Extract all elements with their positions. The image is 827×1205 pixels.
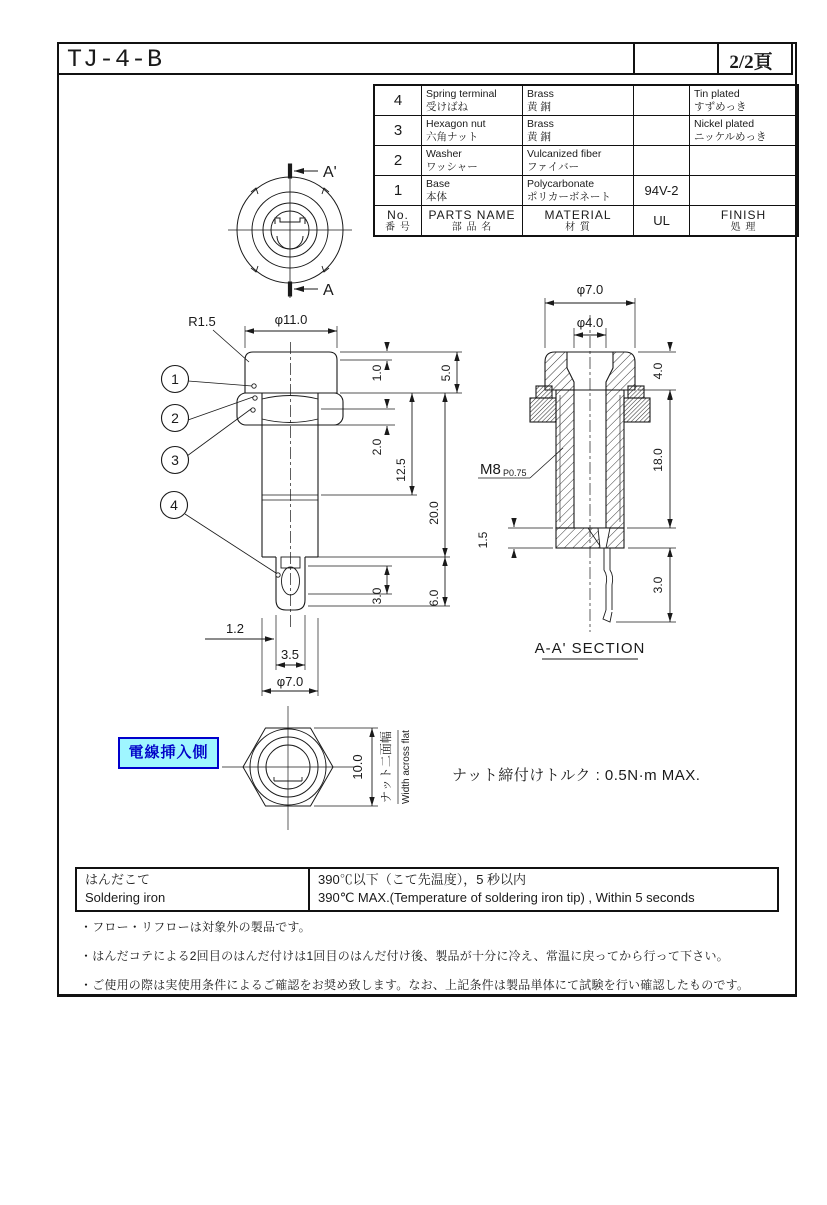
- tube-wall-right: [606, 390, 624, 528]
- dim-6-0: 6.0: [427, 589, 441, 607]
- note-line: ・ご使用の際は実使用条件によるご確認をお奨め致します。なお、上記条件は製品単体にて試験を行い確認したものです。: [80, 978, 750, 992]
- section-arrow-tick: [288, 164, 291, 178]
- finish-jp: ニッケルめっき: [694, 130, 767, 143]
- material-jp: ポリカーボネート: [527, 190, 611, 203]
- part-number: TJ-4-B: [67, 45, 164, 74]
- section-arrow-tick: [288, 282, 291, 296]
- torque-note: ナット締付けトルク : 0.5N·m MAX.: [452, 767, 701, 784]
- dim-1-0: 1.0: [370, 364, 384, 382]
- across-flats-jp: ナット二面幅: [379, 731, 393, 803]
- finish-en: Nickel plated: [694, 118, 755, 131]
- dim-1-5: 1.5: [476, 531, 490, 549]
- part-no: 4: [374, 85, 422, 116]
- table-row: [374, 146, 798, 176]
- soldering-cond-jp: 390℃以下（こて先温度），5 秒以内: [318, 872, 527, 887]
- tube-wall-left: [556, 390, 574, 528]
- dim-12-5: 12.5: [394, 458, 408, 482]
- header-material-en: MATERIAL: [544, 207, 612, 222]
- dim-r1-5: R1.5: [188, 314, 216, 329]
- dim-3-5: 3.5: [280, 647, 300, 662]
- part-name-jp: 本体: [426, 190, 447, 203]
- header-no-en: No.: [387, 207, 409, 222]
- table-row: [374, 116, 798, 146]
- material-en: Polycarbonate: [527, 178, 595, 191]
- part-name-en: Washer: [426, 148, 462, 161]
- note-line: ・フロー・リフローは対象外の製品です。: [80, 920, 311, 934]
- dim-dia4: φ4.0: [576, 315, 604, 330]
- table-row: [374, 85, 798, 116]
- material-en: Brass: [527, 88, 554, 101]
- balloon-1: 1: [171, 371, 179, 387]
- dim-3-0: 3.0: [370, 587, 384, 605]
- header-material-jp: 材 質: [565, 221, 591, 233]
- part-no: 2: [374, 146, 422, 176]
- section-view-drawing: [460, 270, 705, 680]
- part-name-en: Base: [426, 178, 450, 191]
- dim-3-0: 3.0: [651, 576, 665, 594]
- soldering-cond-en: 390℃ MAX.(Temperature of soldering iron tip) , Within 5 seconds: [318, 890, 695, 906]
- part-name-en: Hexagon nut: [426, 118, 486, 131]
- dim-dia7: φ7.0: [576, 282, 604, 297]
- material-jp: 黄 銅: [527, 130, 551, 143]
- table-row: [374, 176, 798, 206]
- terminal-pin: [603, 548, 613, 622]
- thread-pitch: P0.75: [503, 468, 527, 478]
- balloon-4: 4: [170, 497, 178, 513]
- material-jp: ファイバー: [527, 160, 580, 173]
- ul-rating: 94V-2: [634, 176, 690, 206]
- dim-20-0: 20.0: [427, 501, 441, 525]
- title-divider: [633, 44, 635, 73]
- header-name-en: PARTS NAME: [428, 207, 516, 222]
- bottom-view-drawing: [110, 698, 420, 850]
- header-ul: UL: [634, 206, 690, 237]
- washer-section: [536, 386, 552, 398]
- nut-section: [624, 398, 650, 422]
- section-label-a-prime: A': [323, 164, 337, 181]
- part-name-jp: 六角ナット: [426, 130, 479, 143]
- parts-table: [373, 84, 799, 237]
- dim-1-2: 1.2: [225, 621, 245, 636]
- balloon-leaders: [161, 366, 277, 574]
- note-line: ・はんだコテによる2回目のはんだ付けは1回目のはんだ付け後、製品が十分に冷え、常温に戻ってから行って下さい。: [80, 949, 729, 963]
- dim-5-0: 5.0: [439, 364, 453, 382]
- finish-jp: すずめっき: [694, 100, 747, 113]
- soldering-name-en: Soldering iron: [85, 890, 166, 906]
- cap-outline: [245, 352, 337, 393]
- dim-10-0: 10.0: [350, 754, 365, 780]
- part-no: 3: [374, 116, 422, 146]
- part-name-jp: ワッシャー: [426, 160, 478, 173]
- dim-18-0: 18.0: [651, 448, 665, 472]
- leader-dots: [251, 384, 280, 577]
- page-number: 2/2頁: [729, 52, 773, 73]
- header-finish-en: FINISH: [720, 207, 767, 222]
- soldering-table: [75, 867, 779, 912]
- part-name-jp: 受けばね: [426, 100, 468, 113]
- balloon-2: 2: [171, 410, 179, 426]
- material-en: Vulcanized fiber: [527, 148, 602, 161]
- dim-dia11: φ11.0: [274, 312, 308, 327]
- ul-rating: [634, 85, 690, 116]
- ul-rating: [634, 146, 690, 176]
- section-label-a: A: [323, 282, 334, 299]
- material-en: Brass: [527, 118, 554, 131]
- nut-section: [530, 398, 556, 422]
- finish-en: Tin plated: [694, 88, 740, 101]
- part-name-en: Spring terminal: [426, 88, 497, 101]
- washer-section: [628, 386, 644, 398]
- soldering-name-jp: はんだこて: [85, 872, 151, 887]
- header-no-jp: 番 号: [385, 221, 411, 233]
- part-no: 1: [374, 176, 422, 206]
- ul-rating: [634, 116, 690, 146]
- dimension-lines: [205, 330, 457, 691]
- thread-callout: M8: [480, 461, 501, 478]
- header-finish-jp: 処 理: [730, 221, 757, 233]
- top-view-drawing: [220, 138, 385, 313]
- dim-4-0: 4.0: [651, 362, 665, 380]
- balloon-3: 3: [171, 452, 179, 468]
- dim-2-0: 2.0: [370, 438, 384, 456]
- across-flats-en: Width across flat: [401, 730, 412, 804]
- table-header-row: [374, 206, 798, 237]
- header-name-jp: 部 品 名: [451, 221, 493, 233]
- notes-block: [80, 918, 792, 1005]
- section-caption: A-A' SECTION: [534, 640, 646, 657]
- title-bar: [57, 42, 793, 75]
- wire-side-label: 電線挿入側: [118, 737, 219, 769]
- material-jp: 黄 銅: [527, 100, 551, 113]
- dim-dia7: φ7.0: [276, 674, 304, 689]
